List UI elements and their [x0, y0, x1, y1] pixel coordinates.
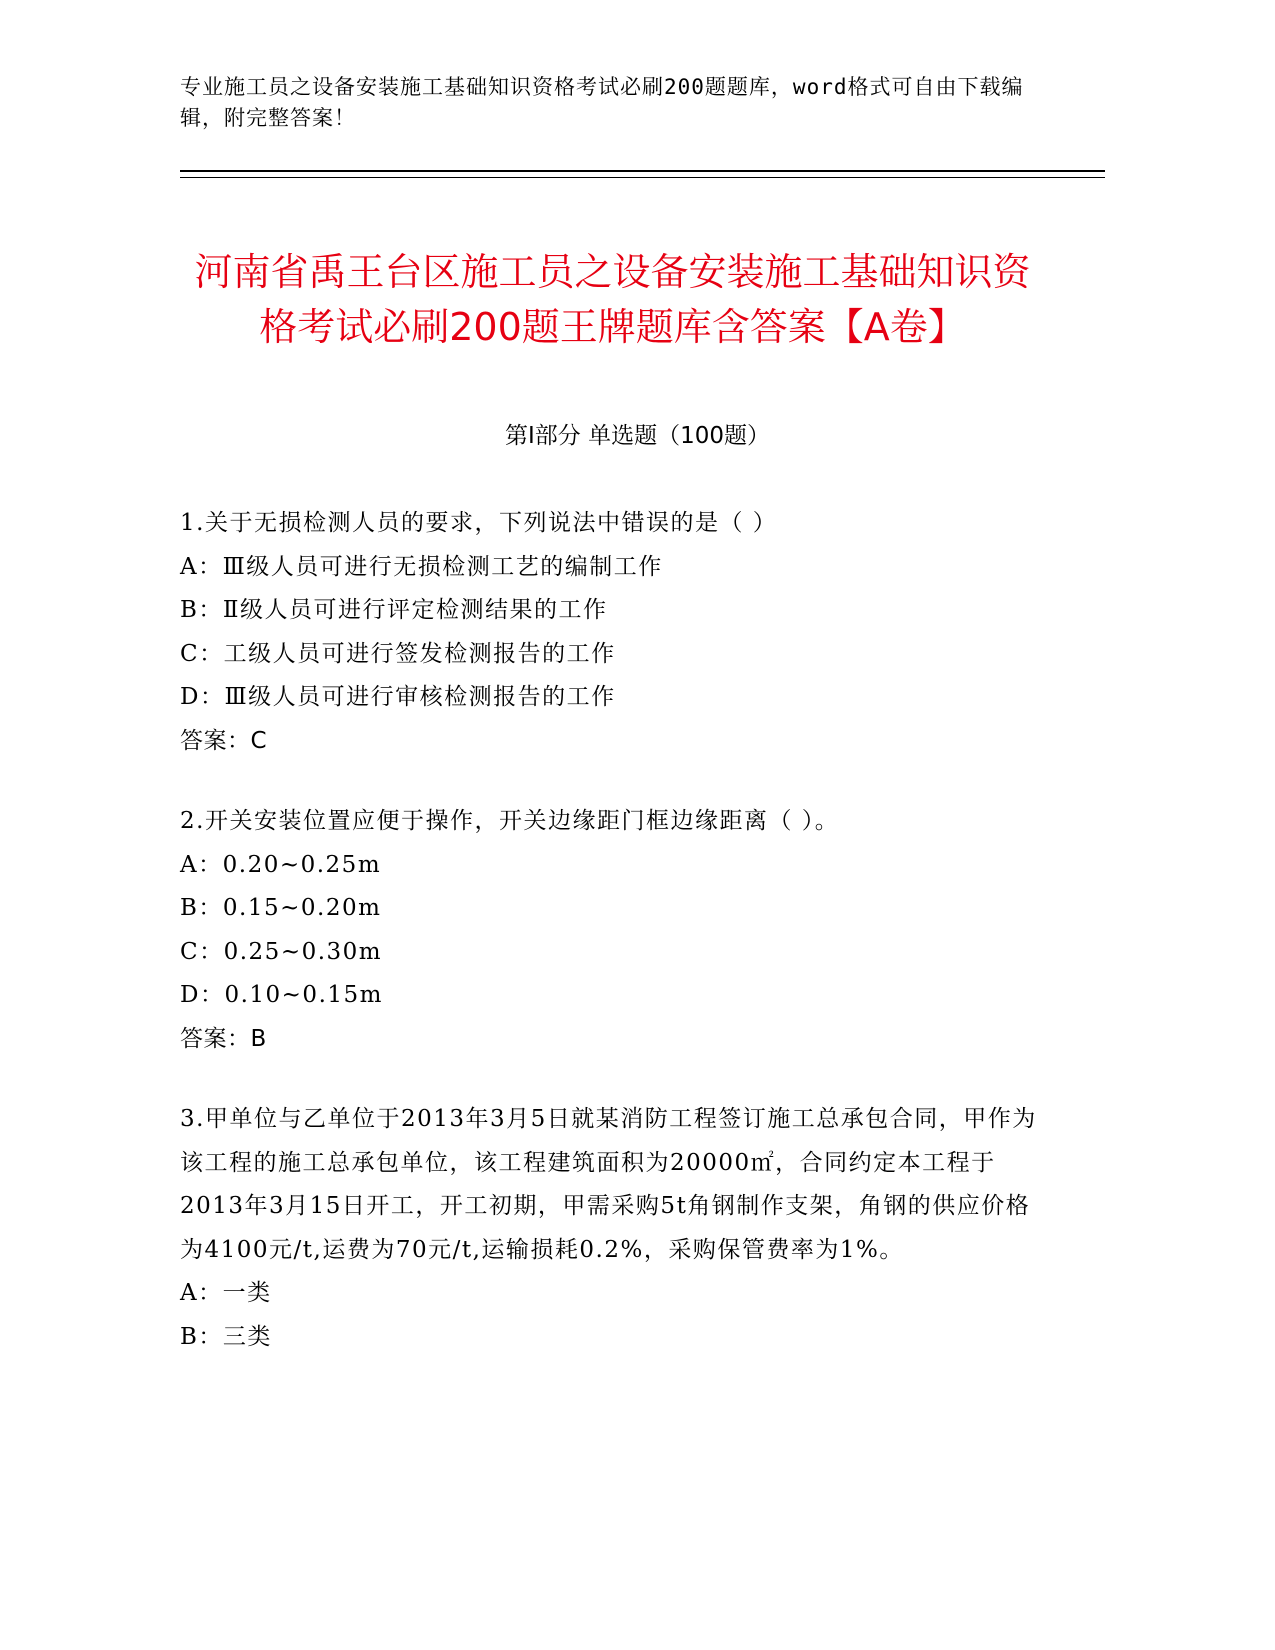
question-stem: 3.甲单位与乙单位于2013年3月5日就某消防工程签订施工总承包合同，甲作为该工程的施工总承包单位，该工程建筑面积为20000㎡，合同约定本工程于2013年3月15日开工，开工初期，甲需采购5t角钢制作支架，角钢的供应价格为4100元/t,运费为70元/t,运输损耗0.2%，采购保管费率为1%。 [180, 1106, 1037, 1263]
option-text: 0.25~0.30m [223, 938, 383, 965]
answer-value: B [250, 1025, 267, 1052]
option-key: B： [180, 895, 223, 921]
option-key: B： [180, 597, 223, 623]
header-note: 专业施工员之设备安装施工基础知识资格考试必刷200题题库，word格式可自由下载编辑，附完整答案！ [180, 75, 1024, 130]
option-key: D： [180, 684, 225, 710]
option-text: 一类 [222, 1280, 272, 1306]
document-title: 河南省禹王台区施工员之设备安装施工基础知识资格考试必刷200题王牌题库含答案【A卷】 [194, 250, 1031, 350]
option-line [180, 844, 1050, 888]
option-text: Ⅲ级人员可进行无损检测工艺的编制工作 [222, 553, 663, 580]
option-line [180, 676, 1050, 720]
option-text: 工级人员可进行签发检测报告的工作 [223, 640, 616, 667]
option-text: Ⅱ级人员可进行评定检测结果的工作 [222, 597, 608, 623]
option-line [180, 546, 1050, 590]
option-line [180, 1272, 1050, 1316]
question-stem: 2.开关安装位置应便于操作，开关边缘距门框边缘距离（ ）。 [180, 808, 840, 834]
option-line [180, 633, 1050, 677]
answer-prefix: 答案： [180, 1025, 251, 1052]
answer-prefix: 答案： [180, 727, 251, 754]
option-key: C： [180, 938, 224, 965]
header-rule-thick [180, 170, 1105, 172]
option-text: Ⅲ级人员可进行审核检测报告的工作 [224, 684, 616, 710]
answer-line [180, 1018, 1050, 1062]
option-key: A： [180, 553, 223, 580]
option-key: D： [180, 982, 225, 1008]
option-text: 0.20~0.25m [222, 851, 382, 878]
option-line [180, 887, 1050, 931]
answer-value: C [250, 727, 268, 754]
option-key: B： [180, 1323, 223, 1350]
option-line [180, 1316, 1050, 1360]
section-heading: 第Ⅰ部分 单选题（100题） [505, 423, 770, 449]
option-line [180, 974, 1050, 1018]
option-text: 三类 [222, 1323, 272, 1350]
header-rule-thin [180, 177, 1105, 178]
option-key: A： [180, 851, 223, 878]
option-key: C： [180, 640, 224, 667]
option-text: 0.10~0.15m [224, 982, 383, 1008]
question-item [180, 502, 1050, 763]
question-stem: 1.关于无损检测人员的要求，下列说法中错误的是（ ） [180, 510, 778, 536]
option-line [180, 589, 1050, 633]
question-item [180, 1098, 1050, 1359]
option-text: 0.15~0.20m [222, 895, 382, 921]
answer-line [180, 720, 1050, 764]
option-line [180, 931, 1050, 975]
question-item [180, 800, 1050, 1061]
option-key: A： [180, 1280, 223, 1306]
question-list [180, 502, 1050, 1396]
